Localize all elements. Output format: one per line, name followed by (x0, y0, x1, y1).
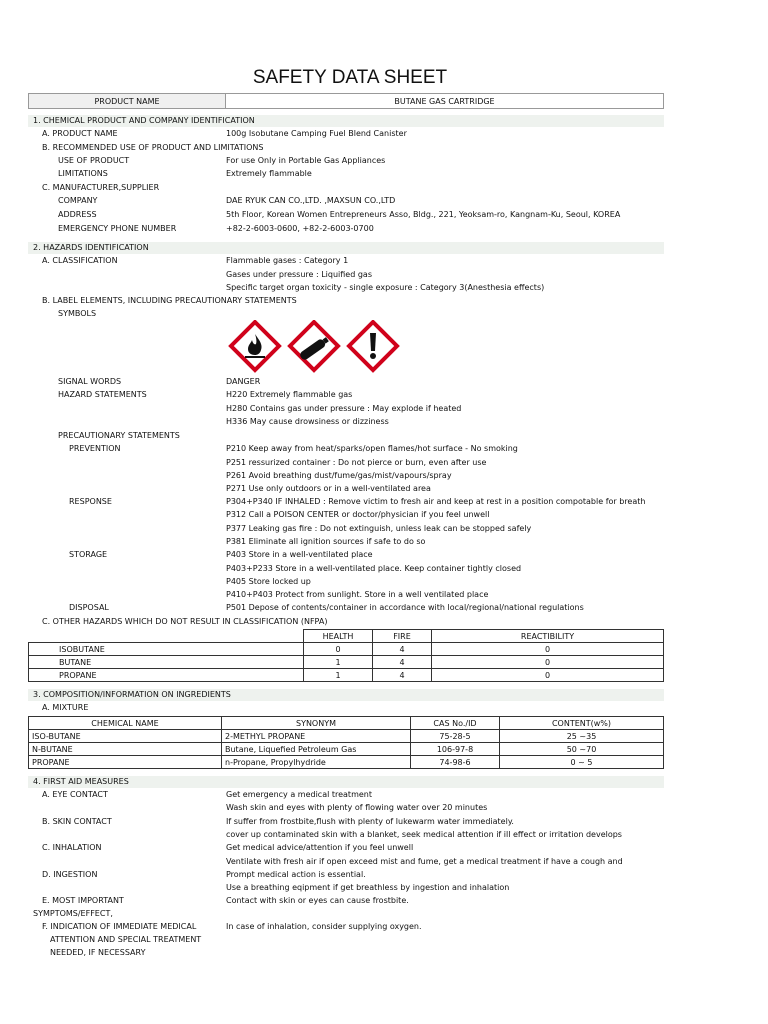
s4-indication-label: F. INDICATION OF IMMEDIATE MEDICAL (42, 922, 197, 931)
s1-product-name-label: A. PRODUCT NAME (42, 129, 118, 138)
s2-hazard-statements-label: HAZARD STATEMENTS (58, 390, 147, 399)
nfpa-table (28, 629, 664, 682)
s2-h336: H336 May cause drowsiness or dizziness (226, 417, 389, 426)
ingredient-name: PROPANE (29, 756, 222, 769)
nfpa-header-cell: FIRE (373, 630, 432, 643)
ingredient-synonym: Butane, Liquefied Petroleum Gas (222, 743, 411, 756)
s1-product-name-value: 100g Isobutane Camping Fuel Blend Canister (226, 129, 407, 138)
s4-skin-contact-2: cover up contaminated skin with a blanket, seek medical attention if ill effect or irritation develops (226, 830, 622, 839)
nfpa-chemical: BUTANE (29, 656, 304, 669)
nfpa-header-cell (29, 630, 304, 643)
s4-eye-contact-2: Wash skin and eyes with plenty of flowing water over 20 minutes (226, 803, 488, 812)
s4-inhalation-2: Ventilate with fresh air if open exceed mist and fume, get a medical treatment if have a cough and (226, 857, 623, 866)
s2-signal-words-label: SIGNAL WORDS (58, 377, 122, 386)
s2-signal-words-value: DANGER (226, 377, 261, 386)
nfpa-header-row (29, 630, 664, 643)
s2-p251: P251 ressurized container : Do not pierce or burn, even after use (226, 458, 487, 467)
s2-precautionary-label: PRECAUTIONARY STATEMENTS (58, 431, 180, 440)
s2-p381: P381 Eliminate all ignition sources if safe to do so (226, 537, 426, 546)
s4-most-important-label: E. MOST IMPORTANT (42, 896, 124, 905)
s2-p501: P501 Depose of contents/container in accordance with local/regional/national regulations (226, 603, 584, 612)
s2-p403: P403 Store in a well-ventilated place (226, 550, 373, 559)
s4-indication-1: In case of inhalation, consider supplying oxygen. (226, 922, 422, 931)
nfpa-health: 1 (304, 656, 373, 669)
nfpa-chemical: ISOBUTANE (29, 643, 304, 656)
table-row (29, 743, 664, 756)
s2-other-hazards-label: C. OTHER HAZARDS WHICH DO NOT RESULT IN CLASSIFICATION (NFPA) (42, 617, 328, 626)
s2-p312: P312 Call a POISON CENTER or doctor/physician if you feel unwell (226, 510, 490, 519)
section-1-heading: 1. CHEMICAL PRODUCT AND COMPANY IDENTIFICATION (33, 116, 255, 125)
ingredient-cas: 75-28-5 (411, 730, 500, 743)
ingredients-header-row (29, 717, 664, 730)
s1-limitations-label: LIMITATIONS (58, 169, 108, 178)
section-2-heading: 2. HAZARDS IDENTIFICATION (33, 243, 149, 252)
ingredients-header-cell: SYNONYM (222, 717, 411, 730)
exclamation-icon (349, 322, 397, 370)
s2-label-elements-label: B. LABEL ELEMENTS, INCLUDING PRECAUTIONARY STATEMENTS (42, 296, 297, 305)
s2-p403-233: P403+P233 Store in a well-ventilated place. Keep container tightly closed (226, 564, 522, 573)
nfpa-header-cell: REACTIBILITY (432, 630, 664, 643)
s2-p210: P210 Keep away from heat/sparks/open flames/hot surface - No smoking (226, 444, 518, 453)
table-row (29, 643, 664, 656)
s4-inhalation-label: C. INHALATION (42, 843, 102, 852)
s2-class-3: Specific target organ toxicity - single exposure : Category 3(Anesthesia effects) (226, 283, 545, 292)
nfpa-header-cell: HEALTH (304, 630, 373, 643)
nfpa-fire: 4 (373, 669, 432, 682)
s2-class-2: Gases under pressure : Liquified gas (226, 270, 372, 279)
nfpa-fire: 4 (373, 643, 432, 656)
table-row (29, 669, 664, 682)
ingredient-cas: 106-97-8 (411, 743, 500, 756)
ingredient-cas: 74-98-6 (411, 756, 500, 769)
document-title: SAFETY DATA SHEET (252, 67, 448, 88)
s1-phone-value: +82-2-6003-0600, +82-2-6003-0700 (226, 224, 374, 233)
ingredient-synonym: 2-METHYL PROPANE (222, 730, 411, 743)
s4-ingestion-2: Use a breathing eqipment if get breathless by ingestion and inhalation (226, 883, 510, 892)
table-row (29, 730, 664, 743)
nfpa-reactibility: 0 (432, 669, 664, 682)
s4-eye-contact-label: A. EYE CONTACT (42, 790, 108, 799)
s1-address-label: ADDRESS (58, 210, 97, 219)
s2-class-1: Flammable gases : Category 1 (226, 256, 349, 265)
ghs-symbols (226, 320, 406, 380)
nfpa-health: 1 (304, 669, 373, 682)
s2-h280: H280 Contains gas under pressure : May explode if heated (226, 404, 462, 413)
ingredients-table (28, 716, 664, 769)
s4-inhalation-1: Get medical advice/attention if you feel unwell (226, 843, 414, 852)
s2-symbols-label: SYMBOLS (58, 309, 97, 318)
s2-classification-label: A. CLASSIFICATION (42, 256, 118, 265)
gas-cylinder-icon (290, 322, 338, 370)
s1-limitations-value: Extremely flammable (226, 169, 312, 178)
s2-storage-label: STORAGE (69, 550, 108, 559)
ingredients-header-cell: CHEMICAL NAME (29, 717, 222, 730)
s2-p304: P304+P340 IF INHALED : Remove victim to fresh air and keep at rest in a position compotable for breath (226, 497, 646, 506)
s4-eye-contact-1: Get emergency a medical treatment (226, 790, 372, 799)
s1-manufacturer-label: C. MANUFACTURER,SUPPLIER (42, 183, 160, 192)
s1-use-label: USE OF PRODUCT (58, 156, 130, 165)
s2-h220: H220 Extremely flammable gas (226, 390, 353, 399)
ingredient-name: ISO-BUTANE (29, 730, 222, 743)
section-3-heading: 3. COMPOSITION/INFORMATION ON INGREDIENTS (33, 690, 231, 699)
flame-icon (231, 322, 279, 370)
s2-response-label: RESPONSE (69, 497, 112, 506)
ingredients-header-cell: CONTENT(w%) (500, 717, 664, 730)
s1-address-value: 5th Floor, Korean Women Entrepreneurs Asso, Bldg., 221, Yeoksam-ro, Kangnam-Ku, Seoul, KOREA (226, 210, 621, 219)
table-row (29, 656, 664, 669)
product-name-label: PRODUCT NAME (29, 94, 226, 109)
s1-recommended-use-label: B. RECOMMENDED USE OF PRODUCT AND LIMITATIONS (42, 143, 264, 152)
s4-indication-label-2: ATTENTION AND SPECIAL TREATMENT (50, 935, 202, 944)
table-row (29, 756, 664, 769)
ingredient-content: 50 ~70 (500, 743, 664, 756)
product-name-table (28, 93, 664, 109)
s3-mixture-label: A. MIXTURE (42, 703, 89, 712)
ingredient-name: N-BUTANE (29, 743, 222, 756)
s1-company-label: COMPANY (58, 196, 98, 205)
s2-p377: P377 Leaking gas fire : Do not extinguish, unless leak can be stopped safely (226, 524, 532, 533)
s2-p271: P271 Use only outdoors or in a well-ventilated area (226, 484, 431, 493)
ingredients-header-cell: CAS No./ID (411, 717, 500, 730)
s4-indication-label-3: NEEDED, IF NECESSARY (50, 948, 146, 957)
s4-skin-contact-label: B. SKIN CONTACT (42, 817, 112, 826)
nfpa-fire: 4 (373, 656, 432, 669)
product-name-value: BUTANE GAS CARTRIDGE (226, 94, 664, 109)
s2-disposal-label: DISPOSAL (69, 603, 109, 612)
s1-use-value: For use Only in Portable Gas Appliances (226, 156, 386, 165)
nfpa-chemical: PROPANE (29, 669, 304, 682)
s4-symptoms-label: SYMPTOMS/EFFECT, (33, 909, 113, 918)
ingredient-content: 0 ~ 5 (500, 756, 664, 769)
s4-skin-contact-1: If suffer from frostbite,flush with plenty of lukewarm water immediately. (226, 817, 514, 826)
s1-phone-label: EMERGENCY PHONE NUMBER (58, 224, 177, 233)
ingredient-content: 25 ~35 (500, 730, 664, 743)
s4-most-important-1: Contact with skin or eyes can cause frostbite. (226, 896, 409, 905)
s4-ingestion-label: D. INGESTION (42, 870, 98, 879)
nfpa-reactibility: 0 (432, 656, 664, 669)
s2-p410: P410+P403 Protect from sunlight. Store in a well ventilated place (226, 590, 489, 599)
s1-company-value: DAE RYUK CAN CO.,LTD. ,MAXSUN CO.,LTD (226, 196, 396, 205)
ingredient-synonym: n-Propane, Propylhydride (222, 756, 411, 769)
s2-p405: P405 Store locked up (226, 577, 311, 586)
s2-p261: P261 Avoid breathing dust/fume/gas/mist/vapours/spray (226, 471, 452, 480)
s2-prevention-label: PREVENTION (69, 444, 121, 453)
nfpa-health: 0 (304, 643, 373, 656)
s4-ingestion-1: Prompt medical action is essential. (226, 870, 366, 879)
section-4-heading: 4. FIRST AID MEASURES (33, 777, 129, 786)
nfpa-reactibility: 0 (432, 643, 664, 656)
